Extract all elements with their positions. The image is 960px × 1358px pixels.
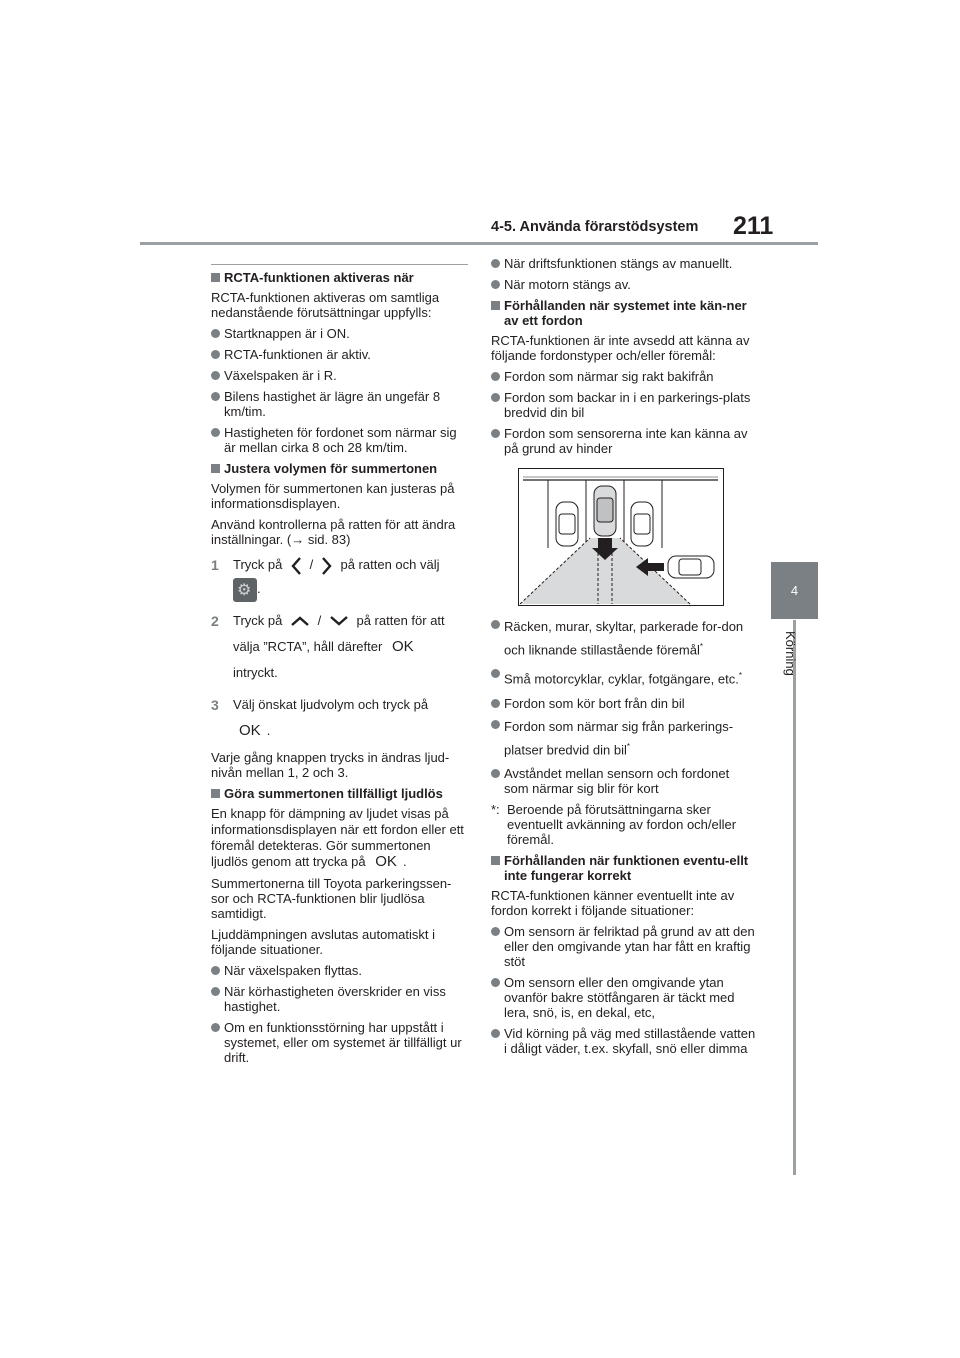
list-item: Fordon som backar in i en parkerings-plats bredvid din bil <box>491 390 756 420</box>
footnote-marker: * <box>626 741 630 751</box>
step-text: Tryck på <box>233 612 283 628</box>
list-item: När driftsfunktionen stängs av manuellt. <box>491 256 756 271</box>
list-item: Fordon som sensorerna inte kan känna av på grund av hinder <box>491 426 756 456</box>
list-item-text: Fordon som närmar sig från parkerings-platser bredvid din bil <box>504 718 734 757</box>
step-text: på ratten och välj <box>340 557 440 572</box>
ok-button-icon: OK <box>391 637 414 655</box>
page-number: 211 <box>733 212 774 240</box>
list-item: Om sensorn är felriktad på grund av att den eller den omgivande ytan har fått en kraftig stöt <box>491 924 756 969</box>
step-separator: / <box>317 612 322 628</box>
parked-car-left <box>556 502 578 546</box>
parking-illustration <box>518 468 724 606</box>
step-number: 2 <box>211 612 219 629</box>
section-title: 4-5. Använda förarstödsystem <box>491 219 699 235</box>
paragraph: RCTA-funktionen aktiveras om samtliga nedanstående förutsättningar uppfylls: <box>211 290 440 320</box>
list-item-text: Små motorcyklar, cyklar, fotgängare, etc. <box>504 671 739 687</box>
list-item-text: Räcken, murar, skyltar, parkerade for-don och liknande stillastående föremål <box>504 619 744 658</box>
list-item: När växelspaken flyttas. <box>211 963 468 978</box>
list-item: Växelspaken är i R. <box>211 368 468 383</box>
step-text: . <box>257 581 261 596</box>
list-item <box>491 617 756 660</box>
step-separator: / <box>309 557 314 572</box>
ok-button-icon: OK <box>375 852 397 870</box>
step-text: . <box>266 722 271 738</box>
step-text: Tryck på <box>233 557 283 572</box>
step-2 <box>211 608 468 686</box>
list-item <box>491 666 756 689</box>
chevron-right-icon <box>321 556 333 576</box>
step-number: 1 <box>211 557 219 573</box>
approaching-car <box>668 556 714 578</box>
paragraph: RCTA-funktionen är inte avsedd att känna av följande fordonstyper och/eller föremål: <box>491 333 750 363</box>
own-car <box>594 486 616 536</box>
list-item: Fordon som kör bort från din bil <box>491 696 756 711</box>
chevron-up-icon <box>290 615 310 627</box>
step-1 <box>211 553 468 602</box>
list-item <box>491 717 756 760</box>
paragraph: Varje gång knappen trycks in ändras ljud-nivån mellan 1, 2 och 3. <box>211 749 450 780</box>
paragraph <box>211 806 468 870</box>
footnote-text: Beroende på förutsättningarna sker eventuellt avkänning av fordon och/eller föremål. <box>507 801 737 847</box>
heading-volume: Justera volymen för summertonen <box>211 461 468 476</box>
list-item: Hastigheten för fordonet som närmar sig är mellan cirka 8 och 28 km/tim. <box>211 425 468 455</box>
heading-activation: RCTA-funktionen aktiveras när <box>211 270 468 285</box>
list-item: När körhastigheten överskrider en viss hastighet. <box>211 984 468 1014</box>
parked-car-right <box>631 502 653 546</box>
list-item: Om sensorn eller den omgivande ytan ovanför bakre stötfångaren är täckt med lera, snö, is, en dekal, etc, <box>491 975 756 1020</box>
settings-gear-icon <box>233 578 257 602</box>
list-item: Vid körning på väg med stillastående vatten i dåligt väder, t.ex. skyfall, snö eller dimma <box>491 1026 756 1056</box>
footnote-marker: * <box>738 671 742 681</box>
heading-not-detected: Förhållanden när systemet inte kän-ner av ett fordon <box>491 298 756 328</box>
header-rule <box>140 242 818 245</box>
step-text: intryckt. <box>233 664 278 680</box>
paragraph-text: En knapp för dämpning av ljudet visas på informationsdisplayen när ett fordon eller ett föremål detekteras. Gör summertonen ljudlös genom att trycka på <box>211 805 464 869</box>
right-column <box>491 256 756 1062</box>
paragraph: RCTA-funktionen känner eventuellt inte av fordon korrekt i följande situationer: <box>491 887 735 918</box>
list-item: Fordon som närmar sig rakt bakifrån <box>491 369 756 384</box>
left-column <box>211 262 468 1071</box>
chevron-down-icon <box>329 615 349 627</box>
step-3 <box>211 692 468 744</box>
list-item: Avståndet mellan sensorn och fordonet som närmar sig blir för kort <box>491 766 756 796</box>
heading-malfunction: Förhållanden när funktionen eventu-ellt inte fungerar korrekt <box>491 853 756 883</box>
heading-mute: Göra summertonen tillfälligt ljudlös <box>211 786 468 801</box>
paragraph: Använd kontrollerna på ratten för att ändra inställningar. (→ sid. 83) <box>211 517 456 547</box>
footnote-marker: * <box>699 642 703 651</box>
footnote-mark: *: <box>491 801 500 817</box>
ok-button-icon: OK <box>239 721 261 739</box>
list-item: Om en funktionsstörning har uppstått i systemet, eller om systemet är tillfälligt ur drift. <box>211 1020 468 1065</box>
paragraph: Volymen för summertonen kan justeras på informationsdisplayen. <box>211 481 455 511</box>
step-text: på ratten för att välja ”RCTA”, håll därefter <box>233 612 445 654</box>
step-number: 3 <box>211 696 219 713</box>
paragraph: Summertonerna till Toyota parkeringssen-sor och RCTA-funktionen blir ljudlösa samtidigt. <box>211 875 452 921</box>
list-item: Bilens hastighet är lägre än ungefär 8 km/tim. <box>211 389 468 419</box>
chapter-rule <box>793 620 796 1175</box>
chevron-left-icon <box>290 556 302 576</box>
chapter-tab: 4 <box>771 562 818 619</box>
list-item: Startknappen är i ON. <box>211 326 468 341</box>
paragraph: Ljuddämpningen avslutas automatiskt i följande situationer. <box>211 926 436 957</box>
list-item: RCTA-funktionen är aktiv. <box>211 347 468 362</box>
footnote <box>491 802 756 847</box>
list-item: När motorn stängs av. <box>491 277 756 292</box>
chapter-label: Körning <box>783 631 798 676</box>
step-text: Välj önskat ljudvolym och tryck på <box>233 696 429 712</box>
paragraph-text: . <box>402 853 407 869</box>
